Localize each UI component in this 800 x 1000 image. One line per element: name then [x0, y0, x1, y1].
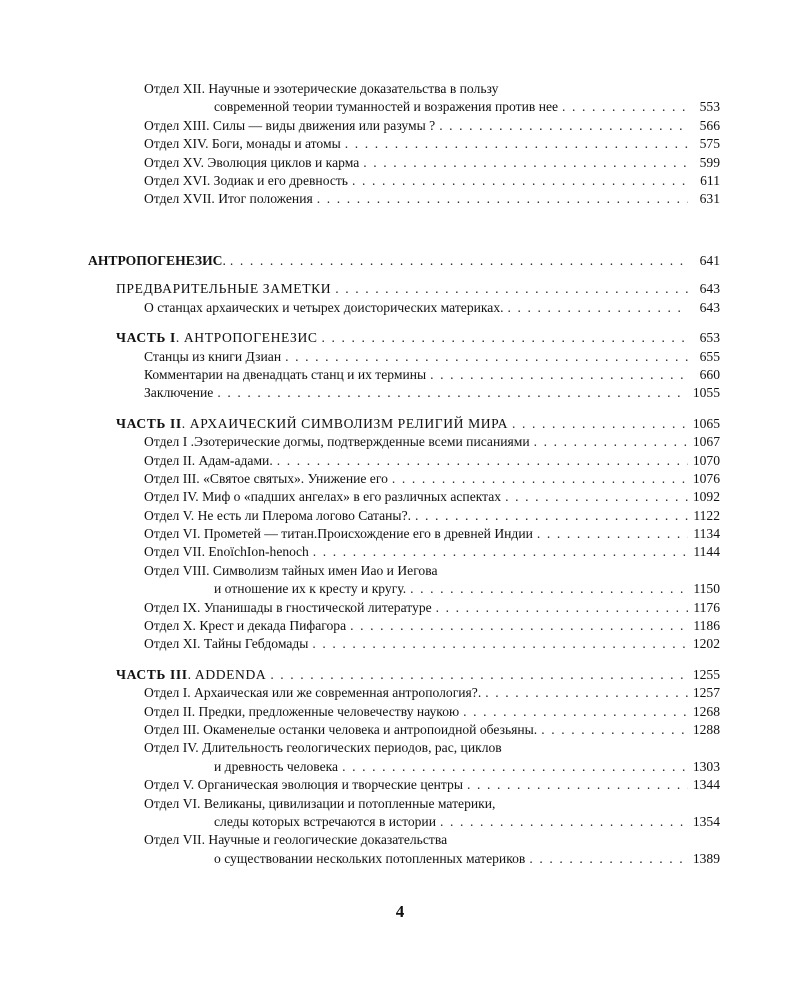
toc-entry: [88, 739, 720, 757]
toc-entry: [88, 190, 720, 208]
toc-entry-label: Отдел V. Органическая эволюция и творческие центры: [144, 777, 463, 793]
toc-entry-label-cont: следы которых встречаются в истории: [214, 813, 436, 829]
toc-entry-label: Отдел XIII. Силы — виды движения или разумы ?: [144, 117, 436, 133]
leader-dots: [505, 488, 688, 506]
leader-dots: [485, 684, 688, 702]
toc-entry-page: 1389: [692, 850, 720, 866]
leader-dots: [322, 329, 688, 347]
toc-entry-label: Отдел X. Крест и декада Пифагора: [144, 618, 347, 634]
toc-entry-label: Отдел III. «Святое святых». Унижение его: [144, 470, 388, 486]
toc-entry: [88, 172, 720, 190]
toc-entry-page: 1122: [693, 507, 720, 523]
toc-entry-page: 631: [699, 191, 720, 207]
toc-entry: [88, 831, 720, 849]
leader-dots: [335, 280, 688, 298]
prelim-title: ПРЕДВАРИТЕЛЬНЫЕ ЗАМЕТКИ: [116, 281, 332, 297]
toc-entry: [88, 470, 720, 488]
toc-entry-label: Заключение: [144, 385, 214, 401]
leader-dots: [277, 452, 688, 470]
toc-entry-page: 1344: [692, 777, 720, 793]
toc-entry-page: 1186: [693, 618, 720, 634]
toc-entry-label: Отдел XV. Эволюция циклов и карма: [144, 154, 360, 170]
toc-entry-label-cont: современной теории туманностей и возражения против нее: [214, 99, 559, 115]
toc-entry-page: 1288: [692, 721, 720, 737]
part-title: ЧАСТЬ I. АНТРОПОГЕНЕЗИС: [116, 330, 318, 346]
leader-dots: [410, 580, 688, 598]
toc-entry-cont: [88, 813, 720, 831]
toc-entry-label: Отдел I .Эзотерические догмы, подтвержденные всеми писаниями: [144, 434, 530, 450]
toc-entry-label: Отдел VI. Великаны, цивилизации и потопленные материки,: [144, 795, 496, 811]
toc-entry-label: Отдел XVII. Итог положения: [144, 191, 313, 207]
toc-entry: [88, 384, 720, 402]
toc-entry-cont: [88, 580, 720, 598]
leader-dots: [512, 415, 688, 433]
toc-entry-page: 653: [699, 330, 720, 346]
toc-entry-label: О станцах архаических и четырех доисторических материках.: [144, 299, 504, 315]
leader-dots: [285, 348, 688, 366]
toc-part-heading: [88, 415, 720, 433]
toc-entry-page: 1092: [692, 489, 720, 505]
toc-book-heading: [88, 252, 720, 270]
leader-dots: [352, 172, 688, 190]
leader-dots: [342, 758, 688, 776]
toc-entry-label: Комментарии на двенадцать станц и их термины: [144, 366, 427, 382]
leader-dots: [363, 154, 688, 172]
toc-entry-label: Отдел IV. Длительность геологических периодов, рас, циклов: [144, 740, 502, 756]
toc-entry-page: 1303: [692, 758, 720, 774]
toc-entry-page: 643: [699, 299, 720, 315]
toc-entry-page: 641: [699, 252, 720, 268]
toc-entry: [88, 635, 720, 653]
toc-entry-page: 1076: [692, 470, 720, 486]
leader-dots: [529, 850, 688, 868]
toc-entry: [88, 299, 720, 317]
leader-dots: [392, 470, 688, 488]
toc-entry-page: 1070: [692, 452, 720, 468]
toc-entry: [88, 703, 720, 721]
toc-entry-page: 566: [699, 117, 720, 133]
toc-entry: [88, 135, 720, 153]
toc-entry-page: 1268: [692, 703, 720, 719]
toc-entry: [88, 348, 720, 366]
toc-entry-label-cont: и древность человека: [214, 758, 339, 774]
toc-entry-page: 1255: [692, 666, 720, 682]
leader-dots: [350, 617, 688, 635]
toc-entry: [88, 366, 720, 384]
leader-dots: [317, 190, 688, 208]
leader-dots: [439, 117, 688, 135]
toc-entry-label: Отдел VIII. Символизм тайных имен Иао и Иегова: [144, 562, 438, 578]
toc-entry-cont: [88, 758, 720, 776]
leader-dots: [508, 299, 688, 317]
leader-dots: [217, 384, 688, 402]
toc-entry-page: 1354: [692, 813, 720, 829]
page-number: 4: [395, 902, 405, 921]
toc-entry-page: 1055: [692, 385, 720, 401]
toc-entry: [88, 507, 720, 525]
leader-dots: [430, 366, 688, 384]
toc-entry-page: 660: [699, 366, 720, 382]
toc-entry-page: 611: [700, 172, 720, 188]
toc-entry-label: Отдел VII. Научные и геологические доказательства: [144, 832, 448, 848]
leader-dots: [537, 525, 688, 543]
toc-entry-page: 1257: [692, 685, 720, 701]
toc-entry-label: Отдел III. Окаменелые останки человека и антропоидной обезьяны.: [144, 721, 538, 737]
toc-entry-label: Отдел XIV. Боги, монады и атомы: [144, 136, 341, 152]
toc-entry-label: Отдел II. Предки, предложенные человечеству наукою: [144, 703, 460, 719]
toc-entry: [88, 488, 720, 506]
toc-entry: [88, 433, 720, 451]
toc-entry-page: 655: [699, 348, 720, 364]
leader-dots: [345, 135, 688, 153]
toc-part-heading: [88, 666, 720, 684]
toc-entry-page: 1176: [693, 599, 720, 615]
leader-dots: [230, 252, 688, 270]
toc-entry-page: 1067: [692, 434, 720, 450]
toc-entry-label: Отдел XII. Научные и эзотерические доказательства в пользу: [144, 80, 499, 96]
toc-entry: [88, 154, 720, 172]
toc-entry-cont: [88, 98, 720, 116]
toc-entry: [88, 795, 720, 813]
toc-entry-label: Отдел II. Адам-адами.: [144, 452, 273, 468]
toc-entry: [88, 543, 720, 561]
toc-main-block: [88, 252, 720, 868]
toc-entry-label: Станцы из книги Дзиан: [144, 348, 282, 364]
toc-entry-label: Отдел V. Не есть ли Плерома логово Сатаны?.: [144, 507, 411, 523]
leader-dots: [312, 635, 688, 653]
toc-entry: [88, 684, 720, 702]
leader-dots: [415, 507, 688, 525]
toc-entry-page: 1065: [692, 415, 720, 431]
toc-entry-cont: [88, 850, 720, 868]
toc-entry-page: 599: [699, 154, 720, 170]
toc-entry: [88, 80, 720, 98]
toc-entry-page: 1202: [692, 636, 720, 652]
toc-entry-label: Отдел I. Архаическая или же современная антропология?.: [144, 685, 482, 701]
toc-entry-label: Отдел VII. EnoїchIon-henoch: [144, 544, 309, 560]
toc-entry-page: 553: [699, 99, 720, 115]
part-title: ЧАСТЬ III. ADDENDA: [116, 666, 267, 682]
leader-dots: [467, 776, 688, 794]
toc-entry-label-cont: о существовании нескольких потопленных материков: [214, 850, 526, 866]
toc-entry: [88, 721, 720, 739]
part-title: ЧАСТЬ II. АРХАИЧЕСКИЙ СИМВОЛИЗМ РЕЛИГИЙ МИРА: [116, 415, 509, 431]
leader-dots: [440, 813, 688, 831]
toc-entry-label: Отдел IX. Упанишады в гностической литературе: [144, 599, 432, 615]
toc-entry: [88, 117, 720, 135]
leader-dots: [313, 543, 688, 561]
leader-dots: [541, 721, 688, 739]
toc-entry: [88, 617, 720, 635]
book-title: АНТРОПОГЕНЕЗИС.: [88, 252, 226, 268]
toc-entry-page: 575: [699, 136, 720, 152]
toc-entry: [88, 599, 720, 617]
toc-entry-page: 1144: [693, 544, 720, 560]
toc-entry-label: Отдел XVI. Зодиак и его древность: [144, 172, 348, 188]
leader-dots: [436, 599, 688, 617]
toc-entry-page: 1134: [693, 526, 720, 542]
leader-dots: [534, 433, 688, 451]
toc-entry: [88, 776, 720, 794]
toc-entry: [88, 562, 720, 580]
toc-entry-label: Отдел IV. Миф о «падших ангелах» в его различных аспектах: [144, 489, 502, 505]
toc-part-heading: [88, 329, 720, 347]
toc-entry: [88, 452, 720, 470]
toc-entry-page: 643: [699, 281, 720, 297]
leader-dots: [463, 703, 688, 721]
toc-entry-label-cont: и отношение их к кресту и кругу.: [214, 581, 407, 597]
toc-entry-page: 1150: [693, 581, 720, 597]
toc-entry-label: Отдел VI. Прометей — титан.Происхождение его в древней Индии: [144, 526, 533, 542]
toc-top-block: [88, 80, 720, 209]
leader-dots: [562, 98, 688, 116]
toc-entry-label: Отдел XI. Тайны Гебдомады: [144, 636, 309, 652]
leader-dots: [270, 666, 688, 684]
toc-section-heading: [88, 280, 720, 298]
toc-entry: [88, 525, 720, 543]
